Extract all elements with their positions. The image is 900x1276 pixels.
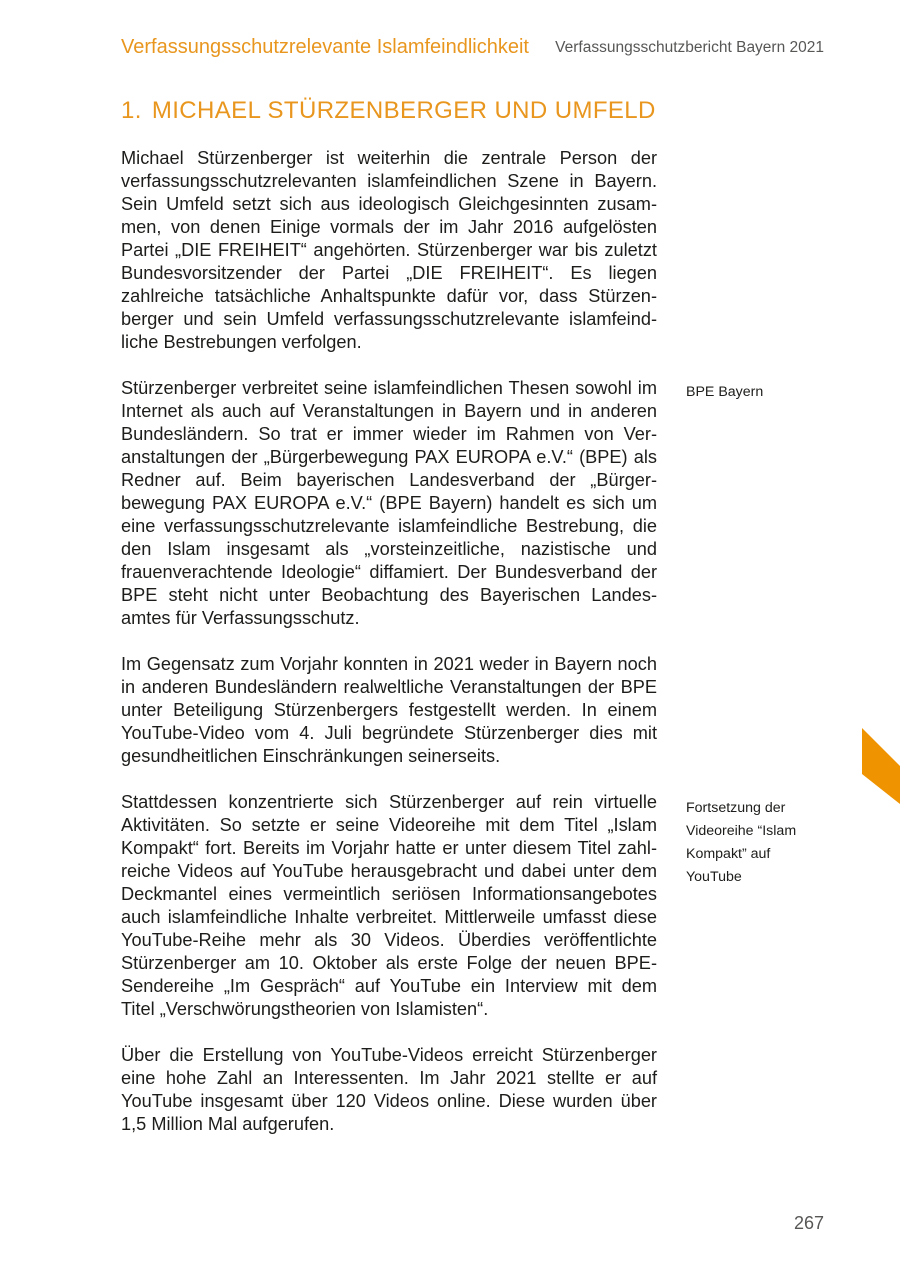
margin-note-bpe-bayern: BPE Bayern: [686, 384, 764, 400]
paragraph-1: Michael Stürzenberger ist weiterhin die zentrale Person der verfassungsschutzrelevanten islamfeindlichen Szene in Bayern. Sein Umfeld setzt sich aus ideologisch Gleichgesinnten zusammen, von denen Einige vormals der im Jahr 2016 aufgelösten Partei „DIE FREIHEIT“ angehörten. Stürzenberger war bis zuletzt Bundesvorsitzender der Partei „DIE FREIHEIT“. Es liegen zahlreiche tatsächliche Anhaltspunkte dafür vor, dass Stürzenberger und sein Umfeld verfassungsschutzrelevante islamfeindliche Bestrebungen verfolgen.: [121, 148, 657, 352]
chapter-tab-shape: [862, 728, 900, 804]
page-number: 267: [793, 1213, 824, 1233]
paragraph-3: Im Gegensatz zum Vorjahr konnten in 2021 weder in Bayern noch in anderen Bundesländern realweltliche Veranstaltungen der BPE unter Beteiligung Stürzenbergers festgestellt werden. In einem YouTube-Video vom 4. Juli begründete Stürzenberger dies mit gesundheitlichen Einschränkungen seinerseits.: [121, 654, 657, 766]
paragraph-2: Stürzenberger verbreitet seine islamfeindlichen Thesen sowohl im Internet als auch auf Veranstaltungen in Bayern und in anderen Bundesländern. So trat er immer wieder im Rahmen von Veranstaltungen der „Bürgerbewegung PAX EUROPA e.V.“ (BPE) als Redner auf. Beim bayerischen Landesverband der „Bürgerbewegung PAX EUROPA e.V.“ (BPE Bayern) handelt es sich um eine verfassungsschutzrelevante islamfeindliche Bestrebung, die den Islam insgesamt als „vorsteinzeitliche, nazistische und frauenverachtende Ideologie“ diffamiert. Der Bundesverband der BPE steht nicht unter Beobachtung des Bayerischen Landesamtes für Verfassungsschutz.: [121, 378, 657, 628]
paragraph-4: Stattdessen konzentrierte sich Stürzenberger auf rein virtuelle Aktivitäten. So setzte er seine Videoreihe mit dem Titel „Islam Kompakt“ fort. Bereits im Vorjahr hatte er unter diesem Titel zahlreiche Videos auf YouTube herausgebracht und dabei unter dem Deckmantel eines vermeintlich seriösen Informationsangebotes auch islamfeindliche Inhalte verbreitet. Mittlerweile umfasst diese YouTube-Reihe mehr als 30 Videos. Überdies veröffentlichte Stürzenberger am 10. Oktober als erste Folge der neuen BPE-Sendereihe „Im Gespräch“ auf YouTube ein Interview mit dem Titel „Verschwörungstheorien von Islamisten“.: [121, 792, 657, 1019]
running-header-chapter-title: Verfassungsschutzrelevante Islamfeindlichkeit: [121, 36, 529, 58]
margin-note-islam-kompakt: Fortsetzung der Videoreihe “Islam Kompakt” auf YouTube: [686, 800, 797, 885]
section-heading: [121, 97, 656, 125]
chapter-tab-marker: [862, 728, 900, 804]
body-text: [121, 147, 657, 1159]
paragraph-5: Über die Erstellung von YouTube-Videos erreicht Stürzenberger eine hohe Zahl an Interessenten. Im Jahr 2021 stellte er auf YouTube insgesamt über 120 Videos online. Diese wurden über 1,5 Million Mal aufgerufen.: [121, 1045, 657, 1134]
section-title: MICHAEL STÜRZENBERGER UND UMFELD: [151, 97, 656, 124]
section-number: 1.: [121, 97, 142, 124]
running-header-report-title: Verfassungsschutzbericht Bayern 2021: [555, 39, 824, 56]
